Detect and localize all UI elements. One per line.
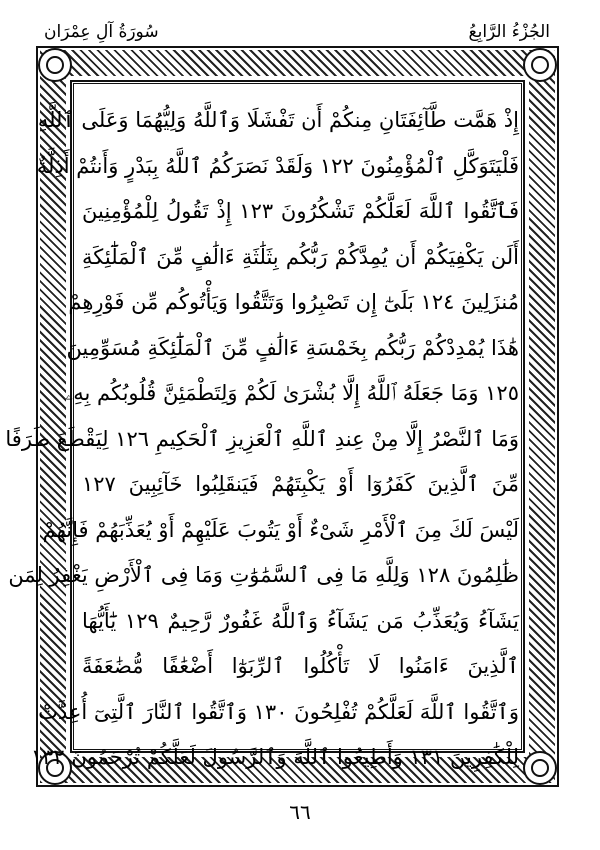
text-line: يَشَآءُ وَيُعَذِّبُ مَن يَشَآءُ وَٱللَّهُ غَفُورٌ رَّحِيمٌ ١٢٩ يَٰٓأَيُّهَا <box>82 608 519 633</box>
text-line: إِذْ هَمَّت طَّآئِفَتَانِ مِنكُمْ أَن تَفْشَلَا وَٱللَّهُ وَلِيُّهُمَا وَعَلَى ٱللَّهِ <box>37 108 519 132</box>
quran-text-body <box>5 98 519 781</box>
text-line: هَٰذَا يُمْدِدْكُمْ رَبُّكُم بِخَمْسَةِ ءَالَٰفٍ مِّنَ ٱلْمَلَٰٓئِكَةِ مُسَوِّمِينَ <box>66 335 519 360</box>
text-line: أَلَن يَكْفِيَكُمْ أَن يُمِدَّكُمْ رَبُّكُم بِثَلَٰثَةِ ءَالَٰفٍ مِّنَ ٱلْمَلَٰٓئِكَةِ <box>82 244 519 269</box>
corner-ornament-icon <box>523 751 557 785</box>
text-line: لِلْكَٰفِرِينَ ١٣١ وَأَطِيعُوا ٱللَّهَ وَٱلرَّسُولَ لَعَلَّكُمْ تُرْحَمُونَ ١٣٢ <box>30 745 519 769</box>
corner-ornament-icon <box>523 48 557 82</box>
text-line: وَٱتَّقُوا ٱللَّهَ لَعَلَّكُمْ تُفْلِحُونَ ١٣٠ وَٱتَّقُوا ٱلنَّارَ ٱلَّتِىٓ أُعِدَّتْ <box>38 699 519 724</box>
surah-header: سُورَةُ آلِ عِمْرَان <box>44 22 159 42</box>
text-line: فَٱتَّقُوا ٱللَّهَ لَعَلَّكُمْ تَشْكُرُونَ ١٢٣ إِذْ تَقُولُ لِلْمُؤْمِنِينَ <box>82 199 519 223</box>
text-line: مُنزَلِينَ ١٢٤ بَلَىٰٓ إِن تَصْبِرُوا وَتَتَّقُوا وَيَأْتُوكُم مِّن فَوْرِهِمْ <box>68 290 519 314</box>
text-line: لَيْسَ لَكَ مِنَ ٱلْأَمْرِ شَىْءٌ أَوْ يَتُوبَ عَلَيْهِمْ أَوْ يُعَذِّبَهُمْ فَإِنَّهُمْ <box>42 517 519 542</box>
page-number: ٦٦ <box>289 800 311 824</box>
text-line: ١٢٥ وَمَا جَعَلَهُ ٱللَّهُ إِلَّا بُشْرَىٰ لَكُمْ وَلِتَطْمَئِنَّ قُلُوبُكُم بِهِۦ <box>65 381 519 405</box>
text-line: مِّنَ ٱلَّذِينَ كَفَرُوٓا أَوْ يَكْبِتَهُمْ فَيَنقَلِبُوا خَآئِبِينَ ١٢٧ <box>82 472 519 496</box>
text-line: ظَٰلِمُونَ ١٢٨ وَلِلَّهِ مَا فِى ٱلسَّمَٰوَٰتِ وَمَا فِى ٱلْأَرْضِ يَغْفِرُ لِمَن <box>8 563 519 587</box>
text-line: ٱلَّذِينَ ءَامَنُوا لَا تَأْكُلُوا ٱلرِّبَوٰٓا أَضْعَٰفًا مُّضَٰعَفَةً <box>82 654 519 678</box>
text-line: وَمَا ٱلنَّصْرُ إِلَّا مِنْ عِندِ ٱللَّهِ ٱلْعَزِيزِ ٱلْحَكِيمِ ١٢٦ لِيَقْطَعَ طَرَفًا <box>5 426 519 451</box>
text-line: فَلْيَتَوَكَّلِ ٱلْمُؤْمِنُونَ ١٢٢ وَلَقَدْ نَصَرَكُمُ ٱللَّهُ بِبَدْرٍ وَأَنتُمْ أَذِلَّةٌ <box>36 153 519 178</box>
juz-header: الجُزْءُ الرَّابِعُ <box>468 22 550 42</box>
corner-ornament-icon <box>38 48 72 82</box>
